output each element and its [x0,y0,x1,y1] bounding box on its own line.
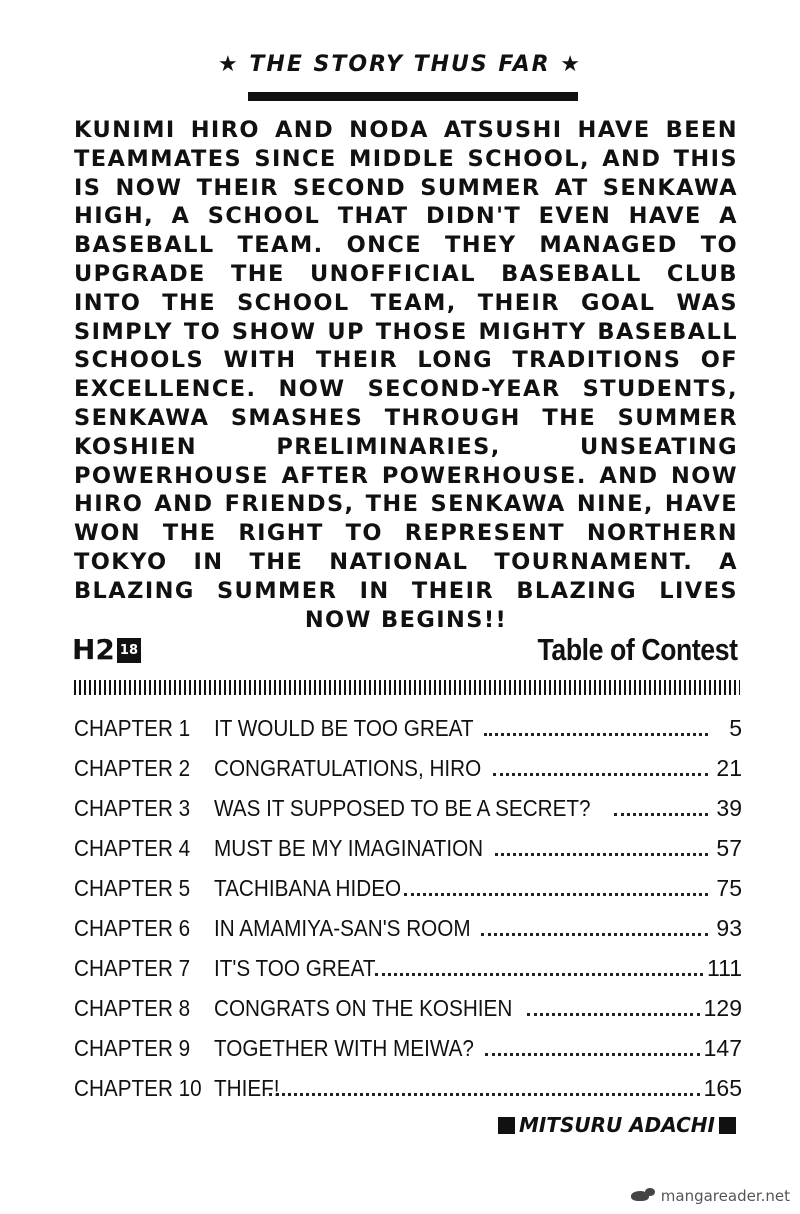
chapter-number: CHAPTER 8 [74,995,191,1021]
toc-row [74,1068,742,1108]
watermark [631,1187,790,1205]
toc-row [74,828,742,868]
toc-list [74,708,742,1108]
synopsis-text: KUNIMI HIRO AND NODA ATSUSHI HAVE BEEN TEAMMATES SINCE MIDDLE SCHOOL, AND THIS IS NOW THEIR SECOND SUMMER AT SENKAWA HIGH, A SCHOOL THAT DIDN'T EVEN HAVE A BASEBALL TEAM. ONCE THEY MANAGED TO UPGRADE THE UNOFFICIAL BASEBALL CLUB INTO THE SCHOOL TEAM, THEIR GOAL WAS SIMPLY TO SHOW UP THOSE MIGHTY BASEBALL SCHOOLS WITH THEIR LONG TRADITIONS OF EXCELLENCE. NOW SECOND-YEAR STUDENTS, SENKAWA SMASHES THROUGH THE SUMMER KOSHIEN PRELIMINARIES, UNSEATING POWERHOUSE AFTER POWERHOUSE. AND NOW HIRO AND FRIENDS, THE SENKAWA NINE, HAVE WON THE RIGHT TO REPRESENT NORTHERN TOKYO IN THE NATIONAL TOURNAMENT. A BLAZING SUMMER IN THEIR BLAZING LIVES NOW BEGINS!! [74,117,738,633]
dot-leader [485,1053,700,1056]
page-number: 111 [707,955,742,981]
dot-leader [481,933,708,936]
chapter-number: CHAPTER 5 [74,875,191,901]
toc-row [74,748,742,788]
chapter-number: CHAPTER 6 [74,915,191,941]
dot-leader [484,733,708,736]
dot-leader [269,1093,700,1096]
page-number: 39 [716,795,742,821]
chapter-title: WAS IT SUPPOSED TO BE A SECRET? [214,795,591,821]
series-title: H2 [72,633,115,666]
chapter-title: TACHIBANA HIDEO [214,875,402,901]
page-number: 21 [716,755,742,781]
chapter-number: CHAPTER 1 [74,715,191,741]
volume-number: 18 [117,638,141,663]
chapter-number: CHAPTER 10 [74,1075,202,1101]
author-credit [494,1113,740,1137]
chapter-number: CHAPTER 3 [74,795,191,821]
toc-row [74,1028,742,1068]
toc-title: Table of Contest [538,632,738,667]
author-name: MITSURU ADACHI [518,1113,715,1137]
tick-divider [74,680,740,695]
page-number: 129 [703,995,742,1021]
chapter-number: CHAPTER 4 [74,835,191,861]
dot-leader [375,973,703,976]
chapter-title: IT'S TOO GREAT [214,955,376,981]
watermark-text: mangareader.net [660,1187,790,1205]
toc-row [74,988,742,1028]
page-number: 165 [703,1075,742,1101]
story-header: ★ THE STORY THUS FAR ★ [218,52,582,77]
dot-leader [614,813,708,816]
mangareader-logo-icon [631,1188,657,1204]
page-number: 5 [729,715,742,741]
chapter-title: CONGRATS ON THE KOSHIEN [214,995,513,1021]
chapter-number: CHAPTER 2 [74,755,191,781]
chapter-title: THIEF! [214,1075,280,1101]
toc-row [74,788,742,828]
header-rule [248,92,578,101]
page-number: 75 [716,875,742,901]
dot-leader [527,1013,699,1016]
chapter-title: IT WOULD BE TOO GREAT [214,715,474,741]
page-number: 147 [703,1035,742,1061]
dot-leader [404,893,708,896]
toc-row [74,908,742,948]
chapter-title: TOGETHER WITH MEIWA? [214,1035,474,1061]
series-logo [72,634,141,666]
dot-leader [493,773,708,776]
toc-row [74,948,742,988]
page-number: 57 [716,835,742,861]
chapter-title: CONGRATULATIONS, HIRO [214,755,482,781]
chapter-title: MUST BE MY IMAGINATION [214,835,484,861]
chapter-number: CHAPTER 7 [74,955,191,981]
author-square-right [719,1117,736,1134]
toc-row [74,708,742,748]
chapter-title: IN AMAMIYA-SAN'S ROOM [214,915,471,941]
chapter-number: CHAPTER 9 [74,1035,191,1061]
dot-leader [495,853,708,856]
page-number: 93 [716,915,742,941]
toc-row [74,868,742,908]
author-square-left [498,1117,515,1134]
